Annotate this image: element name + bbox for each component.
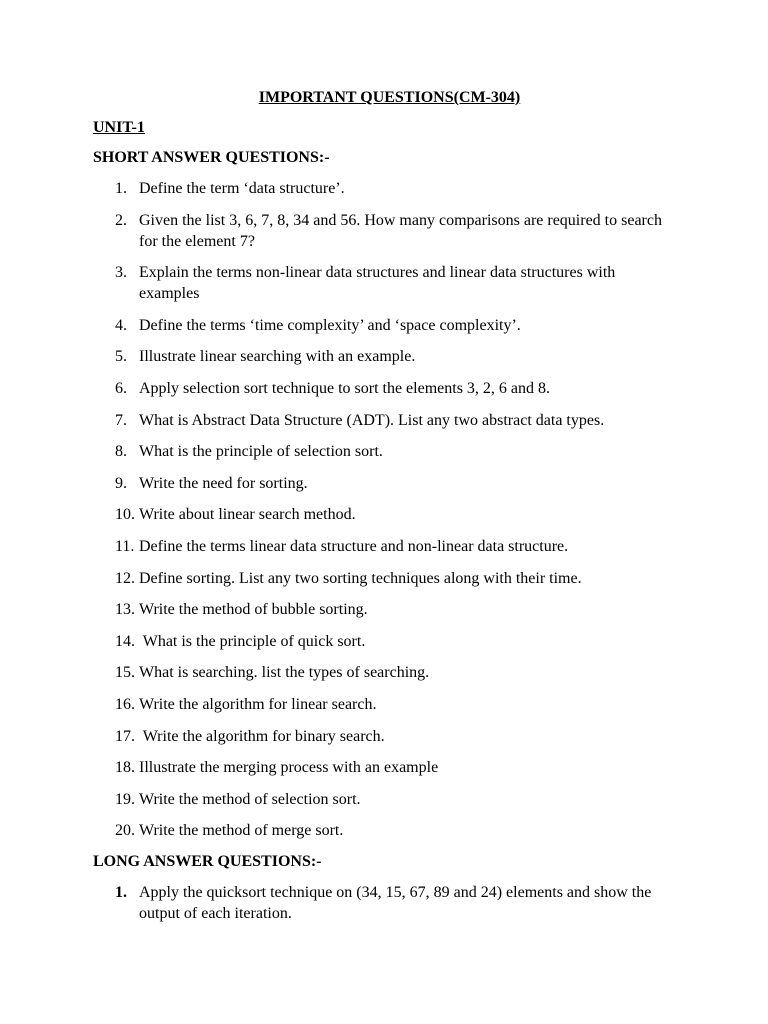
document-title: IMPORTANT QUESTIONS(CM-304) — [258, 89, 521, 106]
question-text: Write about linear search method. — [139, 506, 356, 524]
question-text: Given the list 3, 6, 7, 8, 34 and 56. How many comparisons are required to search for the element 7? — [139, 211, 662, 250]
question-text: Apply the quicksort technique on (34, 15, 67, 89 and 24) elements and show the output of each iteration. — [139, 883, 652, 922]
question-number: 16. — [115, 695, 135, 713]
short-question-item — [93, 504, 678, 525]
short-question-item — [93, 441, 678, 462]
question-number: 4. — [115, 316, 127, 334]
question-number: 13. — [115, 601, 135, 619]
question-number: 3. — [115, 264, 127, 282]
short-answer-list — [93, 178, 678, 841]
short-question-item — [93, 662, 678, 683]
question-text: What is the principle of selection sort. — [139, 443, 383, 461]
short-question-item — [93, 346, 678, 367]
question-number: 14. — [115, 632, 135, 650]
short-question-item — [93, 568, 678, 589]
short-question-item — [93, 694, 678, 715]
short-question-item — [93, 178, 678, 199]
question-number: 9. — [115, 474, 127, 492]
question-text: Write the need for sorting. — [139, 474, 308, 492]
short-question-item — [93, 820, 678, 841]
question-text: Write the method of selection sort. — [139, 790, 361, 808]
question-number: 20. — [115, 822, 135, 840]
short-question-item — [93, 536, 678, 557]
question-number: 6. — [115, 379, 127, 397]
long-answer-list — [93, 882, 678, 924]
question-text: What is searching. list the types of searching. — [139, 664, 430, 682]
document-page — [93, 88, 678, 934]
long-answer-heading: LONG ANSWER QUESTIONS:- — [93, 852, 322, 870]
question-text: Illustrate linear searching with an example. — [139, 348, 416, 366]
question-number: 7. — [115, 411, 127, 429]
question-text: Define the term ‘data structure’. — [139, 180, 345, 197]
question-number: 18. — [115, 759, 135, 777]
question-text: Define sorting. List any two sorting techniques along with their time. — [139, 569, 582, 587]
question-number: 1. — [115, 180, 127, 197]
short-question-item — [93, 262, 678, 304]
question-text: Define the terms ‘time complexity’ and ‘space complexity’. — [139, 316, 521, 334]
short-answer-heading: SHORT ANSWER QUESTIONS:- — [93, 149, 330, 166]
question-number: 11. — [115, 537, 135, 555]
short-question-item — [93, 315, 678, 336]
long-question-item — [93, 882, 678, 924]
short-question-item — [93, 378, 678, 399]
short-question-item — [93, 210, 678, 252]
question-number: 15. — [115, 664, 135, 682]
question-number: 19. — [115, 790, 135, 808]
short-question-item — [93, 789, 678, 810]
unit-heading: UNIT-1 — [93, 119, 145, 136]
question-number: 5. — [115, 348, 127, 366]
short-question-item — [93, 631, 678, 652]
question-text: Define the terms linear data structure and non-linear data structure. — [139, 537, 569, 555]
question-text: Explain the terms non-linear data structures and linear data structures with examples — [139, 264, 616, 303]
question-number: 10. — [115, 506, 135, 524]
short-question-item — [93, 410, 678, 431]
short-question-item — [93, 599, 678, 620]
question-text: Write the algorithm for binary search. — [139, 727, 385, 745]
question-text: Apply selection sort technique to sort the elements 3, 2, 6 and 8. — [139, 379, 551, 397]
question-number: 1. — [115, 883, 127, 901]
question-text: Write the method of merge sort. — [139, 822, 344, 840]
question-text: Write the algorithm for linear search. — [139, 695, 377, 713]
question-number: 2. — [115, 211, 127, 229]
question-text: What is the principle of quick sort. — [139, 632, 366, 650]
question-text: What is Abstract Data Structure (ADT). List any two abstract data types. — [139, 411, 605, 429]
short-question-item — [93, 757, 678, 778]
question-text: Illustrate the merging process with an example — [139, 759, 439, 777]
question-number: 8. — [115, 443, 127, 461]
short-question-item — [93, 726, 678, 747]
question-number: 17. — [115, 727, 135, 745]
short-question-item — [93, 473, 678, 494]
question-text: Write the method of bubble sorting. — [139, 601, 368, 619]
question-number: 12. — [115, 569, 135, 587]
